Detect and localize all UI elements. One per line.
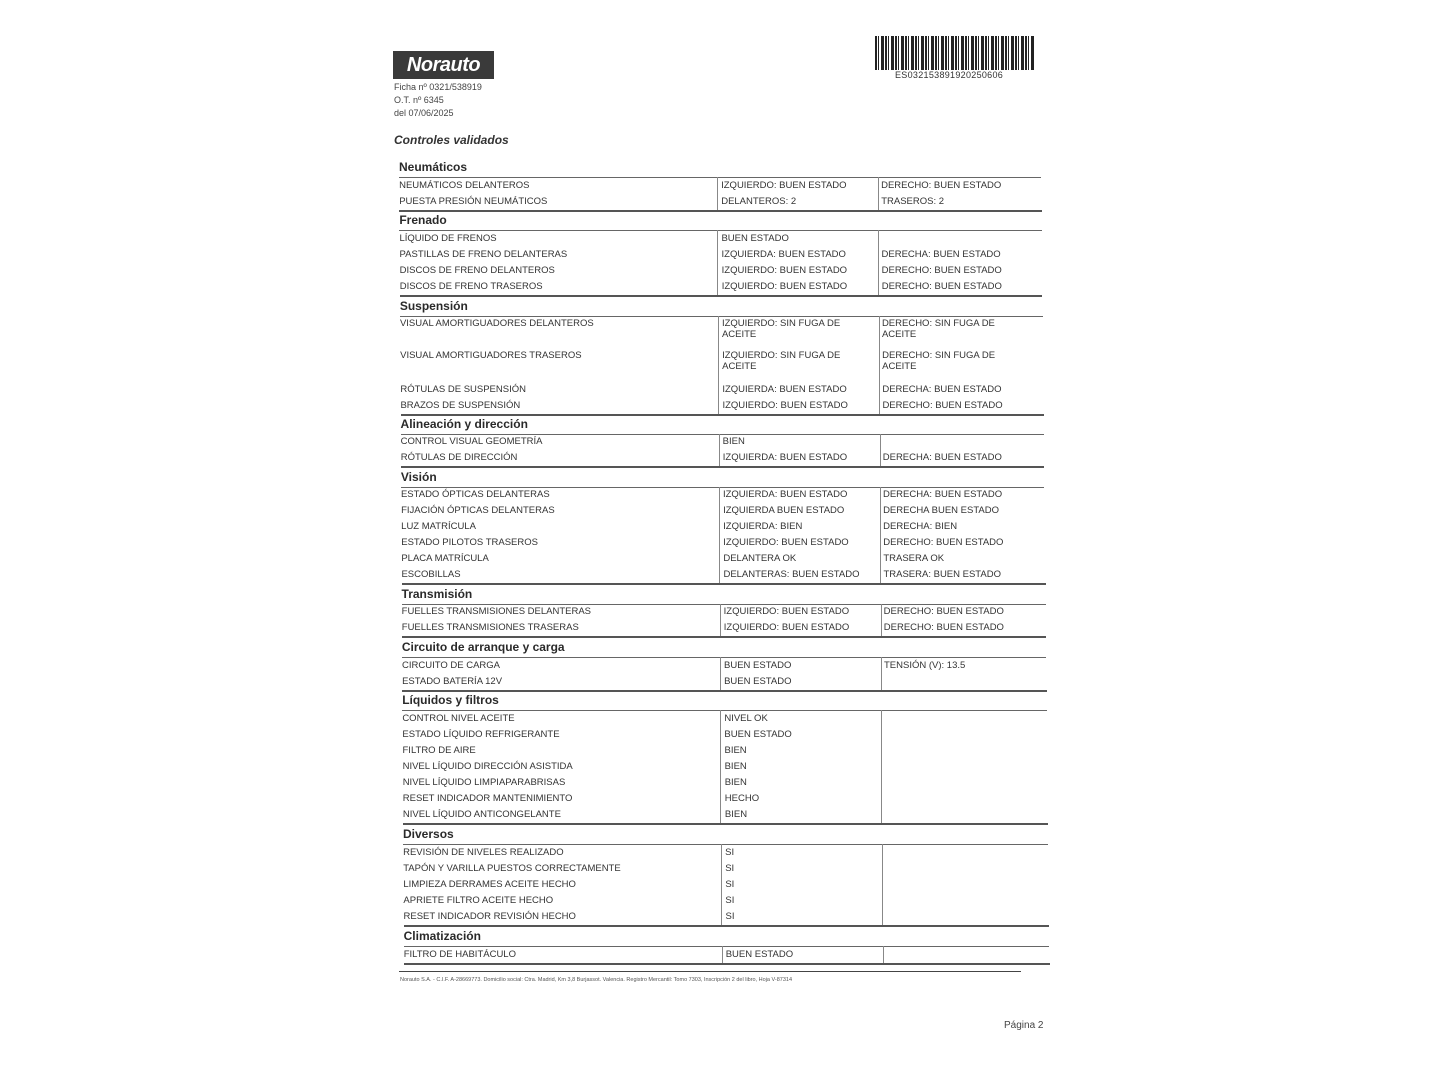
control-result-right: DERECHA: BUEN ESTADO — [881, 249, 1001, 260]
column-divider-2 — [881, 657, 882, 690]
control-result-left: SI — [725, 847, 735, 858]
control-result-left: IZQUIERDA: BUEN ESTADO — [722, 489, 848, 500]
control-result-right: DERECHA BUEN ESTADO — [883, 505, 1000, 516]
control-name: LIMPIEZA DERRAMES ACEITE HECHO — [403, 879, 576, 890]
control-result-left: BIEN — [724, 809, 748, 820]
control-result-left: IZQUIERDO: BUEN ESTADO — [723, 537, 849, 548]
barcode — [875, 36, 1035, 70]
control-name: ESTADO BATERÍA 12V — [402, 676, 503, 687]
column-divider-1 — [719, 434, 720, 466]
control-name: VISUAL AMORTIGUADORES DELANTEROS — [399, 318, 594, 329]
section-bottom-rule — [402, 690, 1047, 692]
control-name: VISUAL AMORTIGUADORES TRASEROS — [400, 350, 582, 361]
control-name: PLACA MATRÍCULA — [401, 553, 489, 564]
control-name: CIRCUITO DE CARGA — [402, 660, 501, 671]
footer-divider — [399, 971, 1021, 972]
control-result-left: IZQUIERDA: BUEN ESTADO — [721, 249, 846, 260]
control-name: PUESTA PRESIÓN NEUMÁTICOS — [399, 196, 548, 207]
control-name: NIVEL LÍQUIDO ANTICONGELANTE — [402, 809, 561, 820]
control-result-left: IZQUIERDA BUEN ESTADO — [723, 505, 845, 516]
control-result-left: BUEN ESTADO — [724, 660, 792, 671]
column-divider-2 — [882, 844, 883, 925]
section-bottom-rule — [404, 925, 1050, 927]
control-result-right: DERECHO: BUEN ESTADO — [883, 537, 1004, 548]
section-title: Diversos — [403, 827, 454, 841]
control-result-left: IZQUIERDA: BUEN ESTADO — [722, 384, 847, 395]
section-bottom-rule — [402, 583, 1046, 585]
section-bottom-rule — [404, 963, 1050, 965]
control-name: FIJACIÓN ÓPTICAS DELANTERAS — [401, 505, 555, 516]
control-name: APRIETE FILTRO ACEITE HECHO — [403, 895, 554, 906]
control-name: FUELLES TRANSMISIONES DELANTERAS — [401, 606, 592, 617]
section-title: Líquidos y filtros — [402, 693, 499, 707]
control-result-left: DELANTERA OK — [723, 553, 797, 564]
control-result-right: DERECHA: BUEN ESTADO — [882, 452, 1002, 463]
page-number: Página 2 — [1004, 1020, 1044, 1031]
section-title: Climatización — [403, 929, 481, 943]
section-top-rule — [399, 230, 1041, 231]
control-result-right: DERECHA: BUEN ESTADO — [882, 384, 1002, 395]
control-result-left: BIEN — [724, 761, 747, 772]
control-result-right: TRASEROS: 2 — [881, 196, 945, 207]
control-name: RESET INDICADOR REVISIÓN HECHO — [403, 911, 576, 922]
section-top-rule — [402, 657, 1046, 658]
column-divider-1 — [717, 230, 718, 295]
control-result-right: DERECHO: BUEN ESTADO — [881, 281, 1002, 292]
control-result-left: IZQUIERDO: BUEN ESTADO — [723, 606, 850, 617]
column-divider-1 — [720, 710, 721, 823]
column-divider-1 — [719, 487, 720, 583]
control-result-left: SI — [725, 863, 735, 874]
section-bottom-rule — [402, 636, 1046, 638]
column-divider-1 — [721, 844, 722, 925]
control-result-left: SI — [725, 879, 735, 890]
control-result-right: DERECHO: BUEN ESTADO — [883, 622, 1004, 633]
control-name: ESTADO LÍQUIDO REFRIGERANTE — [402, 729, 560, 740]
control-result-left: IZQUIERDA: BUEN ESTADO — [722, 452, 848, 463]
section-top-rule — [401, 434, 1044, 435]
column-divider-1 — [720, 604, 721, 636]
control-result-left: IZQUIERDO: SIN FUGA DE ACEITE — [722, 350, 841, 372]
control-result-left: IZQUIERDO: BUEN ESTADO — [721, 265, 848, 276]
column-divider-2 — [878, 177, 879, 210]
section-title: Visión — [400, 470, 437, 484]
control-result-right: DERECHA: BIEN — [883, 521, 958, 532]
section-bottom-rule — [399, 210, 1041, 212]
control-result-right: TRASERA: BUEN ESTADO — [883, 569, 1001, 580]
control-name: TAPÓN Y VARILLA PUESTOS CORRECTAMENTE — [403, 863, 621, 874]
document-date: del 07/06/2025 — [394, 108, 454, 118]
section-title: Circuito de arranque y carga — [401, 640, 565, 654]
section-title: Neumáticos — [399, 160, 468, 174]
section-top-rule — [404, 946, 1050, 947]
control-name: NIVEL LÍQUIDO DIRECCIÓN ASISTIDA — [402, 761, 573, 772]
control-result-left: IZQUIERDO: BUEN ESTADO — [722, 400, 848, 411]
control-result-left: IZQUIERDO: BUEN ESTADO — [721, 180, 847, 191]
control-result-left: DELANTERAS: BUEN ESTADO — [723, 569, 860, 580]
control-result-left: BIEN — [724, 777, 747, 788]
section-bottom-rule — [403, 823, 1048, 825]
control-result-left: SI — [725, 911, 735, 922]
column-divider-2 — [880, 434, 881, 466]
control-name: RESET INDICADOR MANTENIMIENTO — [402, 793, 573, 804]
section-top-rule — [402, 604, 1046, 605]
control-name: FUELLES TRANSMISIONES TRASERAS — [401, 622, 579, 633]
column-divider-1 — [722, 946, 723, 963]
control-name: LÍQUIDO DE FRENOS — [399, 233, 497, 244]
column-divider-2 — [883, 946, 884, 963]
control-result-left: BUEN ESTADO — [724, 676, 792, 687]
control-result-left: BIEN — [722, 436, 745, 447]
section-top-rule — [402, 710, 1047, 711]
column-divider-2 — [879, 316, 880, 414]
ot-number: O.T. nº 6345 — [394, 95, 444, 105]
section-top-rule — [403, 844, 1048, 845]
section-top-rule — [399, 177, 1041, 178]
control-result-left: BIEN — [724, 745, 747, 756]
control-result-left: HECHO — [724, 793, 760, 804]
control-result-right: TENSIÓN (V): 13.5 — [884, 660, 966, 671]
control-result-right: DERECHA: BUEN ESTADO — [882, 489, 1003, 500]
control-result-left: IZQUIERDO: BUEN ESTADO — [723, 622, 850, 633]
section-bottom-rule — [400, 295, 1043, 297]
column-divider-2 — [878, 230, 879, 295]
column-divider-2 — [881, 710, 882, 823]
control-name: DISCOS DE FRENO TRASEROS — [399, 281, 543, 292]
section-title: Alineación y dirección — [400, 417, 528, 431]
section-bottom-rule — [401, 414, 1044, 416]
control-name: DISCOS DE FRENO DELANTEROS — [399, 265, 555, 276]
control-name: PASTILLAS DE FRENO DELANTERAS — [399, 249, 568, 260]
control-result-left: NIVEL OK — [724, 713, 768, 724]
control-result-right: DERECHO: BUEN ESTADO — [881, 180, 1002, 191]
control-name: RÓTULAS DE DIRECCIÓN — [400, 452, 518, 463]
control-name: RÓTULAS DE SUSPENSIÓN — [400, 384, 526, 395]
control-name: REVISIÓN DE NIVELES REALIZADO — [403, 847, 564, 858]
control-name: ESTADO ÓPTICAS DELANTERAS — [400, 489, 550, 500]
control-name: FILTRO DE HABITÁCULO — [403, 949, 516, 960]
column-divider-1 — [720, 657, 721, 690]
ficha-number: Ficha nº 0321/538919 — [394, 82, 482, 92]
control-result-right: DERECHO: BUEN ESTADO — [881, 265, 1002, 276]
column-divider-2 — [881, 604, 882, 636]
barcode-number: ES032153891920250606 — [895, 70, 1004, 80]
column-divider-1 — [717, 177, 718, 210]
column-divider-2 — [880, 487, 881, 583]
control-result-left: DELANTEROS: 2 — [721, 196, 797, 207]
control-name: CONTROL NIVEL ACEITE — [402, 713, 515, 724]
control-name: ESCOBILLAS — [401, 569, 461, 580]
footer-legal: Norauto S.A. - C.I.F. A-28669773. Domicilio social: Ctra. Madrid, Km 3,8 Burjassot. Valencia. Registro Mercantil: Tomo 7303, Inscripción 2 del libro, Hoja V-87314 — [400, 977, 793, 983]
control-name: NIVEL LÍQUIDO LIMPIAPARABRISAS — [402, 777, 566, 788]
control-result-right: DERECHO: SIN FUGA DE ACEITE — [881, 318, 995, 340]
section-title: Frenado — [399, 213, 447, 227]
control-name: CONTROL VISUAL GEOMETRÍA — [400, 436, 543, 447]
control-name: NEUMÁTICOS DELANTEROS — [399, 180, 530, 191]
control-result-left: IZQUIERDO: SIN FUGA DE ACEITE — [721, 318, 841, 340]
control-result-right: TRASERA OK — [883, 553, 945, 564]
control-result-left: BUEN ESTADO — [724, 729, 792, 740]
control-result-left: SI — [725, 895, 735, 906]
section-top-rule — [400, 316, 1043, 317]
section-title: Transmisión — [401, 587, 473, 601]
control-result-left: IZQUIERDO: BUEN ESTADO — [721, 281, 848, 292]
control-result-left: BUEN ESTADO — [721, 233, 789, 244]
control-result-right: DERECHO: BUEN ESTADO — [883, 606, 1004, 617]
control-name: FILTRO DE AIRE — [402, 745, 476, 756]
section-title: Suspensión — [399, 299, 468, 313]
column-divider-1 — [718, 316, 719, 414]
page-title: Controles validados — [394, 133, 509, 147]
section-bottom-rule — [401, 466, 1045, 468]
control-name: BRAZOS DE SUSPENSIÓN — [400, 400, 521, 411]
control-result-right: DERECHO: BUEN ESTADO — [882, 400, 1003, 411]
control-result-right: DERECHO: SIN FUGA DE ACEITE — [882, 350, 996, 372]
control-name: LUZ MATRÍCULA — [401, 521, 476, 532]
control-result-left: IZQUIERDA: BIEN — [723, 521, 803, 532]
section-top-rule — [401, 487, 1045, 488]
control-result-left: BUEN ESTADO — [725, 949, 794, 960]
norauto-logo: Norauto — [393, 51, 494, 79]
control-name: ESTADO PILOTOS TRASEROS — [401, 537, 538, 548]
